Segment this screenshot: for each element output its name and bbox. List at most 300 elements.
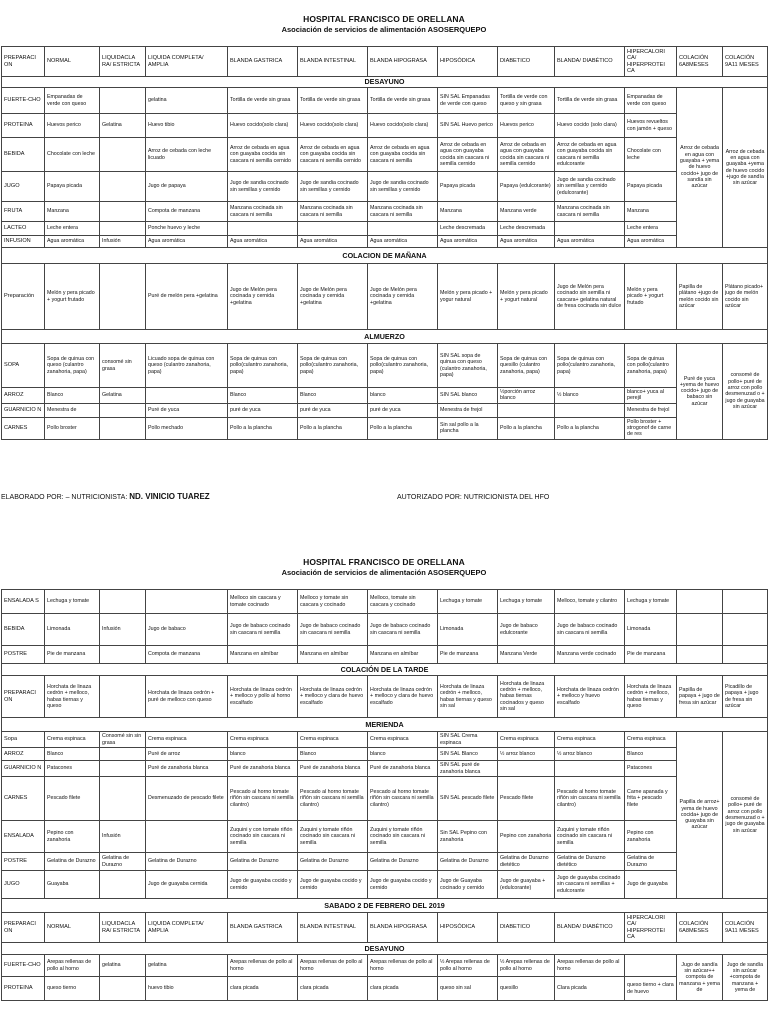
menu-row bbox=[2, 732, 768, 748]
menu-cell: Gelatina de Durazno bbox=[438, 853, 498, 871]
menu-cell: Infusión bbox=[100, 614, 146, 646]
menu-cell: Jugo de sandia cocinado sin semillas y cernido bbox=[228, 172, 298, 202]
row-label: FRUTA bbox=[2, 202, 45, 222]
colacion-9a11-cell: Jugo de sandía sin azúcar +compota de manzana + yema de bbox=[723, 955, 768, 1001]
menu-cell: Pollo a la plancha bbox=[228, 417, 298, 439]
menu-cell: Agua aromática bbox=[146, 236, 228, 248]
menu-cell: Gelatina de Durazno bbox=[298, 853, 368, 871]
menu-cell bbox=[625, 955, 677, 977]
meal-section-row bbox=[2, 664, 768, 676]
menu-cell: ½ arroz blanco bbox=[555, 748, 625, 761]
menu-cell: Jugo de guayaba cocido y cernido bbox=[368, 871, 438, 899]
menu-cell: Chocolate con leche bbox=[625, 138, 677, 172]
menu-cell: Agua aromática bbox=[438, 236, 498, 248]
menu-cell: Sin SAL Pepino con zanahoria bbox=[438, 821, 498, 853]
menu-cell: Crema espinaca bbox=[45, 732, 100, 748]
menu-cell: Pepino con zanahoria bbox=[625, 821, 677, 853]
menu-row bbox=[2, 417, 768, 439]
menu-cell: Jugo de guayaba cocido y cernido bbox=[228, 871, 298, 899]
menu-cell: gelatina bbox=[146, 88, 228, 114]
column-header: BLANDA HIPOGRASA bbox=[368, 47, 438, 77]
menu-row bbox=[2, 222, 768, 236]
menu-cell bbox=[100, 403, 146, 417]
menu-cell: Gelatina de Durazno bbox=[45, 853, 100, 871]
column-header: LIQUIDACLA RA/ ESTRICTA bbox=[100, 913, 146, 943]
menu-cell: Arroz de cebada en agua con guayaba cocida sin cascara ni semilla cernido bbox=[498, 138, 555, 172]
menu-cell: SIN SAL Huevo perico bbox=[438, 114, 498, 138]
menu-cell: Picadillo de papaya + jugo de fresa sin azúcar bbox=[723, 676, 768, 718]
menu-cell: Gelatina bbox=[100, 114, 146, 138]
meal-section-row bbox=[2, 943, 768, 955]
menu-cell: Agua aromática bbox=[298, 236, 368, 248]
menu-cell: Blanco bbox=[298, 748, 368, 761]
colacion-9a11-cell: Arroz de cebada en agua con guayaba +yema de huevo cocido +jugo de sandía sin azúcar bbox=[723, 88, 768, 248]
menu-cell: Patacones bbox=[45, 761, 100, 777]
colacion-9a11-cell: consomé de pollo+ puré de arroz con pollo desmenuzad o + jugo de guayaba sin azúcar bbox=[723, 732, 768, 899]
menu-row bbox=[2, 344, 768, 388]
meal-section-title: COLACIÓN DE LA TARDE bbox=[2, 664, 768, 676]
menu-cell: Limonada bbox=[45, 614, 100, 646]
menu-cell: Agua aromática bbox=[498, 236, 555, 248]
menu-cell: Melloco, tomate sin cascara y cocinado bbox=[368, 590, 438, 614]
menu-cell: Agua aromática bbox=[625, 236, 677, 248]
menu-cell: Manzana verde bbox=[498, 202, 555, 222]
row-label: ARROZ bbox=[2, 748, 45, 761]
menu-cell: Infusión bbox=[100, 821, 146, 853]
menu-cell: Manzana Verde bbox=[498, 646, 555, 664]
menu-cell: Ponche huevo y leche bbox=[146, 222, 228, 236]
menu-cell: Horchata de linaza cedrón + melloco y clara de huevo escalfado bbox=[368, 676, 438, 718]
row-label: LACTEO bbox=[2, 222, 45, 236]
menu-cell bbox=[677, 590, 723, 614]
menu-cell: Tortilla de verde sin grasa bbox=[555, 88, 625, 114]
menu-cell bbox=[100, 777, 146, 821]
menu-cell: Huevo cocido (solo clara) bbox=[555, 114, 625, 138]
meal-section-row bbox=[2, 77, 768, 88]
menu-cell: clara picada bbox=[228, 977, 298, 1001]
menu-cell: Menestra de frejol bbox=[438, 403, 498, 417]
column-header: COLACIÓN 9A11 MESES bbox=[723, 913, 768, 943]
row-label: GUARNICIO N bbox=[2, 403, 45, 417]
menu-cell bbox=[555, 222, 625, 236]
menu-cell: Pescado filete bbox=[45, 777, 100, 821]
menu-cell: SIN SAL Blanco bbox=[438, 748, 498, 761]
menu-cell: Empanadas de verde con queso bbox=[625, 88, 677, 114]
row-label: PROTEINA bbox=[2, 114, 45, 138]
menu-cell: Crema espinaca bbox=[368, 732, 438, 748]
footer-autorizado bbox=[397, 494, 549, 502]
menu-cell: Horchata de linaza cedrón + melloco, habas tiernas y queso bbox=[625, 676, 677, 718]
menu-cell: Agua aromática bbox=[368, 236, 438, 248]
menu-cell: Pescado al horno tomate riñón sin cascara ni semilla cilantro) bbox=[555, 777, 625, 821]
menu-cell: Manzana bbox=[625, 202, 677, 222]
menu-cell: Guayaba bbox=[45, 871, 100, 899]
menu-cell: Jugo de guayaba cocido y cernido bbox=[298, 871, 368, 899]
menu-cell bbox=[677, 646, 723, 664]
menu-cell: Leche entera bbox=[45, 222, 100, 236]
menu-cell: Consomé sin sin grasa bbox=[100, 732, 146, 748]
menu-cell: Gelatina de Durazno dietético bbox=[555, 853, 625, 871]
menu-cell: Puré de zanahoria blanca bbox=[146, 761, 228, 777]
menu-row bbox=[2, 264, 768, 330]
menu-cell bbox=[100, 202, 146, 222]
menu-cell: Manzana cocinada sin cascara ni semilla bbox=[555, 202, 625, 222]
menu-cell: Jugo de sandia cocinado sin semillas y cernido bbox=[368, 172, 438, 202]
menu-cell: Horchata de linaza cedrón + melloco y clara de huevo escalfado bbox=[298, 676, 368, 718]
menu-cell: Arroz de cebada en agua con guayaba cocida sin cascara ni semilla bbox=[368, 138, 438, 172]
row-label: CARNES bbox=[2, 777, 45, 821]
menu-cell: Manzana en almíbar bbox=[368, 646, 438, 664]
menu-cell: Pollo a la plancha bbox=[368, 417, 438, 439]
menu-cell: Zuquini y tomate riñón cocinado sin cascara ni semilla bbox=[368, 821, 438, 853]
menu-cell: puré de yuca bbox=[298, 403, 368, 417]
menu-cell: Jugo de guayaba cocinado sin cascara ni semillas + edulcorante bbox=[555, 871, 625, 899]
column-header: PREPARACI ON bbox=[2, 913, 45, 943]
column-header: NORMAL bbox=[45, 47, 100, 77]
row-label: JUGO bbox=[2, 172, 45, 202]
menu-cell: Zuquini y tomate riñón cocinado sin cascara ni semilla bbox=[555, 821, 625, 853]
menu-cell: Plátano picado+ jugo de melón cocido sin azúcar bbox=[723, 264, 768, 330]
menu-cell: SIN SAL blanco bbox=[438, 388, 498, 404]
menu-cell: Pescado filete bbox=[498, 777, 555, 821]
hospital-title-2: HOSPITAL FRANCISCO DE ORELLANA bbox=[303, 557, 465, 567]
menu-cell: queso tierno + clara de huevo bbox=[625, 977, 677, 1001]
menu-cell: Melón y pera picado + yogurt natural bbox=[498, 264, 555, 330]
menu-cell: Zuquini y con tomate riñón cocinado sin cascara ni semilla bbox=[228, 821, 298, 853]
menu-cell: Pescado al horno tomate riñón sin cascara ni semilla cilantro) bbox=[368, 777, 438, 821]
menu-cell: SIN SAL sopa de quinua con queso (culantro zanahoria, papa) bbox=[438, 344, 498, 388]
menu-cell: Pie de manzana bbox=[438, 646, 498, 664]
menu-cell: Huevo tibio bbox=[146, 114, 228, 138]
menu-cell: SIN SAL Empanadas de verde con queso bbox=[438, 88, 498, 114]
row-label: JUGO bbox=[2, 871, 45, 899]
column-header: BLANDA INTESTINAL bbox=[298, 913, 368, 943]
column-header: HIPERCALORI CA/ HIPERPROTEI CA bbox=[625, 47, 677, 77]
row-label: FUERTE-CHO bbox=[2, 88, 45, 114]
menu-cell: Arroz de cebada en agua con guayaba cocida sin cascara ni semilla cernido bbox=[298, 138, 368, 172]
menu-cell bbox=[723, 614, 768, 646]
menu-cell bbox=[368, 222, 438, 236]
menu-cell: ½ arroz blanco bbox=[498, 748, 555, 761]
menu-cell: Jugo de babaco cocinado sin cascara ni semilla bbox=[368, 614, 438, 646]
menu-cell: blanco+ yuca al perejil bbox=[625, 388, 677, 404]
menu-cell: Arroz de cebada con leche licuado bbox=[146, 138, 228, 172]
menu-cell bbox=[100, 172, 146, 202]
menu-cell: Puré de melón pera +gelatina bbox=[146, 264, 228, 330]
colacion-6a8-cell: Papilla de arroz+ yema de huevo cocida+ jugo de guayaba sin azúcar bbox=[677, 732, 723, 899]
meal-section-title: COLACION DE MAÑANA bbox=[2, 248, 768, 264]
menu-cell bbox=[498, 403, 555, 417]
menu-cell: Manzana bbox=[45, 202, 100, 222]
column-header: HIPOSÓDICA bbox=[438, 47, 498, 77]
menu-cell: clara picada bbox=[298, 977, 368, 1001]
column-header: BLANDA INTESTINAL bbox=[298, 47, 368, 77]
menu-cell bbox=[723, 646, 768, 664]
menu-cell: Jugo de babaco edulcorante bbox=[498, 614, 555, 646]
menu-row bbox=[2, 403, 768, 417]
menu-cell: Puré de yuca bbox=[146, 403, 228, 417]
menu-cell: Jugo de Melón pera cocinada y cernida +gelatina bbox=[368, 264, 438, 330]
menu-cell: Licuado sopa de quinua con queso (culantro zanahoria, papa) bbox=[146, 344, 228, 388]
menu-cell: Jugo de Guayaba cocinado y cernido bbox=[438, 871, 498, 899]
menu-cell: Blanco bbox=[45, 388, 100, 404]
menu-cell: Gelatina de Durazno bbox=[100, 853, 146, 871]
menu-cell: Clara picada bbox=[555, 977, 625, 1001]
nutritionist-name: ND. VINICIO TUAREZ bbox=[129, 492, 210, 501]
row-label: GUARNICIO N bbox=[2, 761, 45, 777]
menu-cell: Jugo de Melón pera cocinado sin semilla ni cascara+ gelatina natural de fresa cocinada sin dulce bbox=[555, 264, 625, 330]
menu-cell bbox=[555, 403, 625, 417]
menu-cell: Jugo de babaco cocinado sin cascara ni semilla bbox=[298, 614, 368, 646]
column-header: HIPERCALORI CA/ HIPERPROTEI CA bbox=[625, 913, 677, 943]
column-header: LIQUIDA COMPLETA/ AMPLIA bbox=[146, 913, 228, 943]
colacion-6a8-cell: Arroz de cebada en agua con guayaba + yema de huevo cocido+ jugo de sandía sin azúcar bbox=[677, 88, 723, 248]
menu-cell: Jugo de papaya bbox=[146, 172, 228, 202]
menu-cell: Blanco bbox=[625, 748, 677, 761]
menu-cell: Manzana verde cocinado bbox=[555, 646, 625, 664]
menu-cell: Sopa de quinua con pollo(culantro zanahoria, papa) bbox=[625, 344, 677, 388]
menu-cell: gelatina bbox=[146, 955, 228, 977]
menu-cell: Papilla de papaya + jugo de fresa sin azúcar bbox=[677, 676, 723, 718]
menu-cell: Manzana cocinada sin cascara ni semilla bbox=[368, 202, 438, 222]
menu-cell: Gelatina de Durazno bbox=[368, 853, 438, 871]
menu-table-page1 bbox=[1, 46, 768, 440]
menu-cell: Compota de manzana bbox=[146, 646, 228, 664]
menu-cell: Jugo de guayaba cernida bbox=[146, 871, 228, 899]
column-header: COLACIÓN 6A8MESES bbox=[677, 47, 723, 77]
menu-cell: Sopa de quinua con queso (culantro zanahoria, papa) bbox=[45, 344, 100, 388]
menu-cell: consomé sin grasa bbox=[100, 344, 146, 388]
menu-row bbox=[2, 977, 768, 1001]
menu-cell: Sopa de quinua con pollo(culantro zanahoria, papa) bbox=[298, 344, 368, 388]
menu-cell: queso sin sal bbox=[438, 977, 498, 1001]
menu-row bbox=[2, 614, 768, 646]
menu-cell bbox=[100, 590, 146, 614]
menu-cell: Gelatina de Durazno bbox=[625, 853, 677, 871]
column-header: DIABETICO bbox=[498, 913, 555, 943]
menu-cell: Jugo de babaco cocinado sin cascara ni semilla bbox=[228, 614, 298, 646]
colacion-9a11-cell: consomé de pollo+ puré de arroz con pollo desmenuzad o + jugo de guayaba sin azúcar bbox=[723, 344, 768, 440]
row-label: CARNES bbox=[2, 417, 45, 439]
menu-cell: Huevo cocido(solo clara) bbox=[228, 114, 298, 138]
menu-cell: Gelatina de Durazno bbox=[228, 853, 298, 871]
menu-cell: Lechuga y tomate bbox=[438, 590, 498, 614]
menu-cell: Agua aromática bbox=[228, 236, 298, 248]
menu-cell: Pepino con zanahoria bbox=[498, 821, 555, 853]
menu-cell: Compota de manzana bbox=[146, 202, 228, 222]
menu-cell: huevo tibio bbox=[146, 977, 228, 1001]
menu-cell: Blanco bbox=[45, 748, 100, 761]
menu-cell bbox=[100, 977, 146, 1001]
row-label: SOPA bbox=[2, 344, 45, 388]
menu-cell: Sopa de quinua con pollo(culantro zanahoria, papa) bbox=[228, 344, 298, 388]
association-subtitle: Asociación de servicios de alimentación ASOSERQUEPO bbox=[281, 25, 487, 34]
menu-cell: Horchata de linaza cedrón + melloco, habas tiernas y queso sin sal bbox=[438, 676, 498, 718]
column-header: BLANDA/ DIABÉTICO bbox=[555, 47, 625, 77]
menu-cell: Pollo broster + strogonof de carne de res bbox=[625, 417, 677, 439]
menu-cell: ½ Arepas rellenas de pollo al horno bbox=[438, 955, 498, 977]
menu-cell: Melón y pera picado + yogur natural bbox=[438, 264, 498, 330]
menu-cell: Jugo de guayaba bbox=[625, 871, 677, 899]
meal-section-title: MERIENDA bbox=[2, 718, 768, 732]
menu-cell bbox=[100, 646, 146, 664]
meal-section-row bbox=[2, 899, 768, 913]
menu-cell bbox=[146, 388, 228, 404]
menu-cell: Jugo de babaco cocinado sin cascara ni semilla bbox=[555, 614, 625, 646]
meal-section-row bbox=[2, 718, 768, 732]
menu-cell bbox=[298, 222, 368, 236]
menu-cell: Puré de zanahoria blanca bbox=[228, 761, 298, 777]
menu-row bbox=[2, 172, 768, 202]
menu-cell: SIN SAL pescado filete bbox=[438, 777, 498, 821]
row-label: PROTEINA bbox=[2, 977, 45, 1001]
menu-cell: SIN SAL Crema espinaca bbox=[438, 732, 498, 748]
menu-cell: SIN SAL puré de zanahoria blanca bbox=[438, 761, 498, 777]
menu-cell: Arepas rellenas de pollo al horno bbox=[298, 955, 368, 977]
meal-section-title: SABADO 2 DE FEBRERO DEL 2019 bbox=[2, 899, 768, 913]
menu-cell: Leche entera bbox=[625, 222, 677, 236]
menu-cell: ½ blanco bbox=[555, 388, 625, 404]
menu-cell: Manzana en almíbar bbox=[298, 646, 368, 664]
menu-cell: Pepino con zanahoria bbox=[45, 821, 100, 853]
menu-cell: Horchata de linaza cedrón + melloco y huevo escalfado bbox=[555, 676, 625, 718]
menu-cell: Tortilla de verde sin grasa bbox=[368, 88, 438, 114]
menu-row bbox=[2, 236, 768, 248]
menu-cell: Manzana cocinada sin cascara ni semilla bbox=[228, 202, 298, 222]
menu-cell: Papaya picada bbox=[438, 172, 498, 202]
elaborado-label: ELABORADO POR: – NUTRICIONISTA: bbox=[1, 494, 128, 501]
menu-cell: quesillo bbox=[498, 977, 555, 1001]
menu-cell: Papilla de plátano +jugo de melón cocido sin azúcar bbox=[677, 264, 723, 330]
menu-cell: Agua aromática bbox=[45, 236, 100, 248]
menu-row bbox=[2, 748, 768, 761]
column-header: LIQUIDA COMPLETA/ AMPLIA bbox=[146, 47, 228, 77]
row-label: Sopa bbox=[2, 732, 45, 748]
menu-row bbox=[2, 871, 768, 899]
menu-row bbox=[2, 777, 768, 821]
menu-cell: Huevo cocido(solo clara) bbox=[368, 114, 438, 138]
page2-header bbox=[0, 557, 768, 578]
menu-cell: Jugo de guayaba + (edulcorante) bbox=[498, 871, 555, 899]
menu-cell: clara picada bbox=[368, 977, 438, 1001]
footer-elaborado bbox=[1, 493, 210, 502]
menu-cell: Pollo a la plancha bbox=[498, 417, 555, 439]
menu-cell: Arroz de cebada en agua con guayaba cocida sin cascara ni semilla edulcorante bbox=[555, 138, 625, 172]
row-label: ARROZ bbox=[2, 388, 45, 404]
menu-cell: ½porción arroz blanco bbox=[498, 388, 555, 404]
menu-cell bbox=[100, 761, 146, 777]
menu-cell: Puré de zanahoria blanca bbox=[298, 761, 368, 777]
menu-cell: Jugo de sandia cocinado sin semillas y cernido bbox=[298, 172, 368, 202]
menu-cell: Puré de zanahoria blanca bbox=[368, 761, 438, 777]
menu-cell: Pollo a la plancha bbox=[298, 417, 368, 439]
menu-cell: blanco bbox=[368, 748, 438, 761]
menu-cell bbox=[498, 761, 555, 777]
menu-row bbox=[2, 853, 768, 871]
menu-cell: Pollo a la plancha bbox=[555, 417, 625, 439]
menu-row bbox=[2, 388, 768, 404]
menu-cell: Arepas rellenas de pollo al horno bbox=[228, 955, 298, 977]
menu-cell: Jugo de Melón pera cocinada y cernida +gelatina bbox=[298, 264, 368, 330]
column-header-row bbox=[2, 47, 768, 77]
menu-cell: Blanco bbox=[228, 388, 298, 404]
row-label: POSTRE bbox=[2, 646, 45, 664]
column-header: DIABETICO bbox=[498, 47, 555, 77]
menu-cell: Crema espinaca bbox=[228, 732, 298, 748]
menu-cell: Crema espinaca bbox=[555, 732, 625, 748]
menu-cell: Limonada bbox=[438, 614, 498, 646]
menu-cell: Melón y pera picado + yogurt frutado bbox=[625, 264, 677, 330]
menu-cell: Sopa de quinua con quesillo (culantro zanahoria, papa) bbox=[498, 344, 555, 388]
menu-cell: Empanadas de verde con queso bbox=[45, 88, 100, 114]
menu-row bbox=[2, 955, 768, 977]
column-header: LIQUIDACLA RA/ ESTRICTA bbox=[100, 47, 146, 77]
menu-row bbox=[2, 202, 768, 222]
menu-cell: Blanco bbox=[298, 388, 368, 404]
menu-cell: Menestra de bbox=[45, 403, 100, 417]
menu-cell: Papaya (edulcorante) bbox=[498, 172, 555, 202]
menu-cell: Pie de manzana bbox=[625, 646, 677, 664]
menu-cell: blanco bbox=[228, 748, 298, 761]
menu-cell: Manzana cocinada sin cascara ni semilla bbox=[298, 202, 368, 222]
menu-cell: Gelatina de Durazno dietético bbox=[498, 853, 555, 871]
menu-cell: Melloco sin cascara y tomate cocinado bbox=[228, 590, 298, 614]
row-label: PREPARACI ON bbox=[2, 676, 45, 718]
autorizado-label: AUTORIZADO POR: NUTRICIONISTA DEL HFO bbox=[397, 494, 550, 501]
menu-cell bbox=[100, 871, 146, 899]
menu-cell: Sopa de quinua con pollo(culantro zanahoria, papa) bbox=[555, 344, 625, 388]
menu-cell: Sopa de quinua con pollo(culantro zanahoria, papa) bbox=[368, 344, 438, 388]
menu-cell: Huevos perico bbox=[498, 114, 555, 138]
row-label: ENSALADA S bbox=[2, 590, 45, 614]
menu-cell: Pescado al horno tomate riñón sin cascara ni semilla cilantro) bbox=[298, 777, 368, 821]
menu-cell bbox=[723, 590, 768, 614]
menu-cell: Patacones bbox=[625, 761, 677, 777]
menu-cell: Jugo de sandia cocinado sin semillas y cernido (edulcorante) bbox=[555, 172, 625, 202]
menu-cell: Lechuga y tomate bbox=[45, 590, 100, 614]
menu-cell: Jugo de Melón pera cocinada y cernida +gelatina bbox=[228, 264, 298, 330]
menu-cell: ½ Arepas rellenas de pollo al horno bbox=[498, 955, 555, 977]
row-label: BEBIDA bbox=[2, 614, 45, 646]
column-header: BLANDA/ DIABÉTICO bbox=[555, 913, 625, 943]
row-label: INFUSION bbox=[2, 236, 45, 248]
menu-cell: Lechuga y tomate bbox=[625, 590, 677, 614]
menu-cell: queso tierno bbox=[45, 977, 100, 1001]
menu-cell: Menestra de frejol bbox=[625, 403, 677, 417]
column-header: COLACIÓN 9A11 MESES bbox=[723, 47, 768, 77]
menu-cell: Tortilla de verde con queso y sin grasa bbox=[498, 88, 555, 114]
menu-cell: Puré de arroz bbox=[146, 748, 228, 761]
row-label: BEBIDA bbox=[2, 138, 45, 172]
column-header: NORMAL bbox=[45, 913, 100, 943]
association-subtitle-2: Asociación de servicios de alimentación ASOSERQUEPO bbox=[281, 568, 487, 577]
meal-section-row bbox=[2, 248, 768, 264]
menu-cell: Tortilla de verde sin grasa bbox=[298, 88, 368, 114]
menu-cell: Infusión bbox=[100, 236, 146, 248]
menu-cell: Melón y pera picado + yogurt frutado bbox=[45, 264, 100, 330]
menu-cell: Pie de manzana bbox=[45, 646, 100, 664]
menu-cell: gelatina bbox=[100, 955, 146, 977]
menu-cell: Horchata de linaza cedrón + melloco y pollo al horno escalfado bbox=[228, 676, 298, 718]
menu-cell: Chocolate con leche bbox=[45, 138, 100, 172]
menu-row bbox=[2, 88, 768, 114]
meal-section-title: DESAYUNO bbox=[2, 943, 768, 955]
column-header: COLACIÓN 6A8MESES bbox=[677, 913, 723, 943]
menu-cell: Papaya picada bbox=[45, 172, 100, 202]
menu-cell bbox=[100, 417, 146, 439]
menu-cell: Arepas rellenas de pollo al horno bbox=[555, 955, 625, 977]
menu-cell: Gelatina de Durazno bbox=[146, 853, 228, 871]
